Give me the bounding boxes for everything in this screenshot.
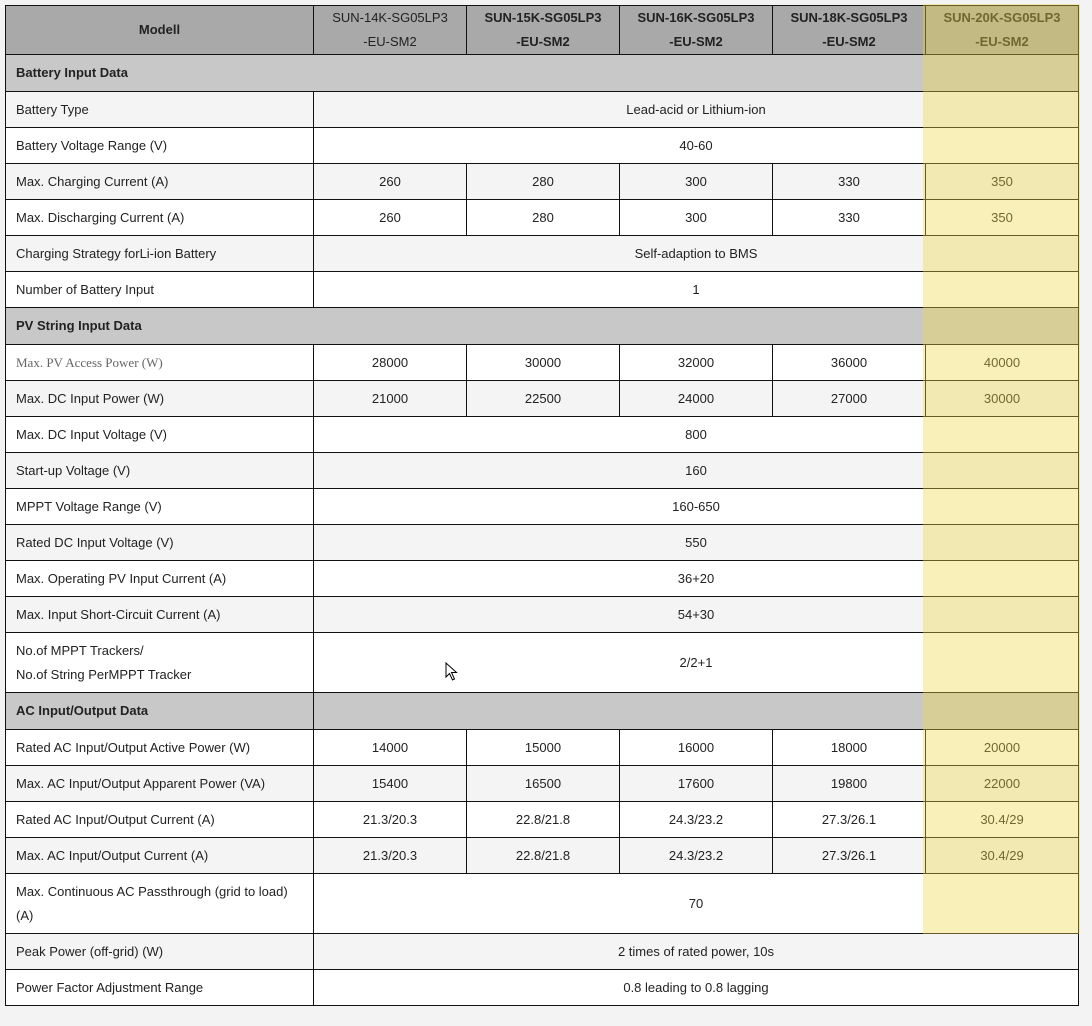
row-label [6,633,314,693]
table-row [6,164,1079,200]
section-fill [314,308,1079,345]
row-label: Max. Operating PV Input Current (A) [6,561,314,597]
row-label-line2: No.of String PerMPPT Tracker [16,666,192,682]
row-value: 2/2+1 [314,633,1079,693]
cell-value: 15000 [467,730,620,766]
row-value: Self-adaption to BMS [314,236,1079,272]
section-battery [6,55,1079,92]
row-label: MPPT Voltage Range (V) [6,489,314,525]
cell-value: 27000 [773,381,926,417]
model-line2: -EU-SM2 [363,34,417,49]
section-title: AC Input/Output Data [6,693,314,730]
cell-value: 24.3/23.2 [620,838,773,874]
row-label: Power Factor Adjustment Range [6,970,314,1006]
table-row [6,128,1079,164]
cell-value: 22500 [467,381,620,417]
cell-value: 36000 [773,345,926,381]
cell-value: 21.3/20.3 [314,802,467,838]
table-row [6,802,1079,838]
model-line1: SUN-20K-SG05LP3 [943,10,1061,25]
cell-value: 24000 [620,381,773,417]
row-label [6,874,314,934]
cell-value: 30000 [926,381,1079,417]
cell-value: 32000 [620,345,773,381]
header-model-20k [926,6,1079,55]
cell-value: 14000 [314,730,467,766]
section-title: Battery Input Data [6,55,314,92]
row-value: 550 [314,525,1079,561]
section-title: PV String Input Data [6,308,314,345]
cell-value: 24.3/23.2 [620,802,773,838]
row-label: Max. Input Short-Circuit Current (A) [6,597,314,633]
cell-value: 280 [467,164,620,200]
cell-value: 21.3/20.3 [314,838,467,874]
cell-value: 21000 [314,381,467,417]
table-row [6,92,1079,128]
cell-value: 330 [773,200,926,236]
row-label: Rated AC Input/Output Current (A) [6,802,314,838]
header-model-18k [773,6,926,55]
cell-value: 260 [314,200,467,236]
header-row [6,6,1079,55]
model-line2: -EU-SM2 [975,34,1029,49]
model-line1: SUN-14K-SG05LP3 [332,10,448,25]
row-label-line1: No.of MPPT Trackers/ [16,642,144,658]
table-row [6,236,1079,272]
cell-value: 16000 [620,730,773,766]
table-row [6,633,1079,693]
row-label: Max. AC Input/Output Current (A) [6,838,314,874]
table-row [6,453,1079,489]
table-row [6,934,1079,970]
row-label: Max. DC Input Voltage (V) [6,417,314,453]
cell-value: 16500 [467,766,620,802]
row-value: Lead-acid or Lithium-ion [314,92,1079,128]
table-row [6,970,1079,1006]
row-value: 70 [314,874,1079,934]
cell-value: 260 [314,164,467,200]
row-label: Max. PV Access Power (W) [6,345,314,381]
table-row [6,489,1079,525]
row-value: 1 [314,272,1079,308]
section-pv [6,308,1079,345]
spec-table [5,5,1079,1006]
table-row [6,838,1079,874]
header-model-label: Modell [6,6,314,55]
cell-value: 350 [926,200,1079,236]
header-model-14k [314,6,467,55]
cell-value: 40000 [926,345,1079,381]
cell-value: 18000 [773,730,926,766]
row-value: 36+20 [314,561,1079,597]
row-label-line2: (A) [16,907,34,923]
row-value: 2 times of rated power, 10s [314,934,1079,970]
row-label: Max. Charging Current (A) [6,164,314,200]
table-row [6,381,1079,417]
cell-value: 330 [773,164,926,200]
row-label: Rated AC Input/Output Active Power (W) [6,730,314,766]
row-label: Number of Battery Input [6,272,314,308]
row-value: 40-60 [314,128,1079,164]
cell-value: 22000 [926,766,1079,802]
table-row [6,874,1079,934]
row-value: 160-650 [314,489,1079,525]
header-model-16k [620,6,773,55]
cell-value: 17600 [620,766,773,802]
table-row [6,200,1079,236]
cell-value: 300 [620,164,773,200]
table-row [6,345,1079,381]
section-fill [314,693,1079,730]
cell-value: 28000 [314,345,467,381]
row-label: Start-up Voltage (V) [6,453,314,489]
header-model-15k [467,6,620,55]
row-label: Max. AC Input/Output Apparent Power (VA) [6,766,314,802]
cell-value: 30000 [467,345,620,381]
cell-value: 15400 [314,766,467,802]
cell-value: 300 [620,200,773,236]
table-row [6,730,1079,766]
model-line1: SUN-18K-SG05LP3 [790,10,908,25]
cell-value: 30.4/29 [926,802,1079,838]
model-line1: SUN-15K-SG05LP3 [484,10,602,25]
row-label: Battery Type [6,92,314,128]
cell-value: 280 [467,200,620,236]
model-line2: -EU-SM2 [822,34,876,49]
table-row [6,766,1079,802]
row-value: 0.8 leading to 0.8 lagging [314,970,1079,1006]
table-row [6,597,1079,633]
row-label: Charging Strategy forLi-ion Battery [6,236,314,272]
cell-value: 22.8/21.8 [467,802,620,838]
cell-value: 27.3/26.1 [773,802,926,838]
model-line1: SUN-16K-SG05LP3 [637,10,755,25]
model-line2: -EU-SM2 [669,34,723,49]
cell-value: 350 [926,164,1079,200]
cell-value: 30.4/29 [926,838,1079,874]
row-label: Battery Voltage Range (V) [6,128,314,164]
table-row [6,561,1079,597]
section-ac [6,693,1079,730]
row-label-line1: Max. Continuous AC Passthrough (grid to load) [16,883,288,899]
cell-value: 20000 [926,730,1079,766]
row-value: 800 [314,417,1079,453]
section-fill [314,55,1079,92]
row-value: 160 [314,453,1079,489]
cell-value: 19800 [773,766,926,802]
row-label: Max. DC Input Power (W) [6,381,314,417]
table-row [6,525,1079,561]
cell-value: 22.8/21.8 [467,838,620,874]
model-line2: -EU-SM2 [516,34,570,49]
cell-value: 27.3/26.1 [773,838,926,874]
row-label: Max. Discharging Current (A) [6,200,314,236]
table-row [6,417,1079,453]
row-label: Peak Power (off-grid) (W) [6,934,314,970]
table-row [6,272,1079,308]
row-label: Rated DC Input Voltage (V) [6,525,314,561]
row-value: 54+30 [314,597,1079,633]
